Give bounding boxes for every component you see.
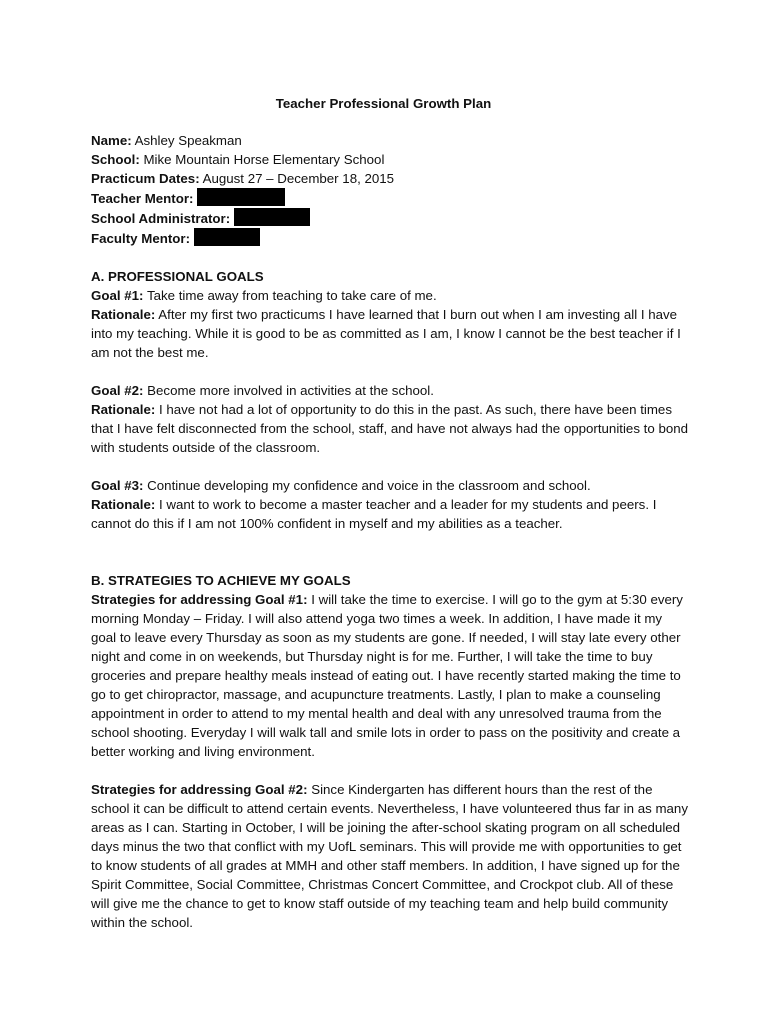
document-title: Teacher Professional Growth Plan [275,96,492,111]
faculty-mentor-field [91,228,690,248]
goal-text: Become more involved in activities at the school. [147,383,434,398]
rationale-paragraph [91,400,690,457]
spacer [91,533,690,571]
strategy-label: Strategies for addressing Goal #1: [91,592,308,607]
school-value: Mike Mountain Horse Elementary School [143,152,385,167]
spacer [91,457,690,476]
rationale-label: Rationale: [91,402,156,417]
strategy-text: Since Kindergarten has different hours than the rest of the school it can be difficult to attend certain events. Nevertheless, I have volunteered thus far in as many areas as I can. Starting in October, I will be joining the after-school skating program on all scheduled days minus the two that conflict with my UofL seminars. This will provide me with opportunities to get to know students of all grades at MMH and other staff members. In addition, I have signed up for the Spirit Committee, Social Committee, Christmas Concert Committee, and Crockpot club. All of these will give me the chance to get to know staff outside of my teaching team and help build community within the school. [91,782,688,930]
practicum-dates-label: Practicum Dates: [91,171,200,186]
strategy-paragraph-1 [91,590,690,761]
rationale-paragraph [91,305,690,362]
redaction-bar [234,208,310,226]
teacher-mentor-field [91,188,690,208]
goal-line [91,381,690,400]
professional-goals-heading: A. PROFESSIONAL GOALS [91,269,264,284]
name-field [91,131,690,150]
school-label: School: [91,152,140,167]
goal-block-2 [91,381,690,457]
rationale-text: I want to work to become a master teacher and a leader for my students and peers. I cannot do this if I am not 100% confident in myself and my abilities as a teacher. [91,497,657,531]
spacer [91,362,690,381]
faculty-mentor-label: Faculty Mentor: [91,231,190,246]
goal-block-3 [91,476,690,533]
rationale-text: I have not had a lot of opportunity to do this in the past. As such, there have been times that I have felt disconnected from the school, staff, and have not always had the opportunities to bond with students outside of the classroom. [91,402,689,455]
rationale-paragraph [91,495,690,533]
name-label: Name: [91,133,132,148]
practicum-dates-field [91,169,690,188]
spacer [91,761,690,780]
rationale-label: Rationale: [91,497,156,512]
goal-label: Goal #3: [91,478,144,493]
school-administrator-label: School Administrator: [91,211,231,226]
redaction-bar [194,228,260,246]
goal-label: Goal #2: [91,383,144,398]
strategy-text: I will take the time to exercise. I will go to the gym at 5:30 every morning Monday – Friday. I will also attend yoga two times a week. In addition, I have made it my goal to leave every Thursday as soon as my students are gone. If needed, I will stay late every other night and come in on weekends, but Thursday night is for me. Further, I will take the time to buy groceries and prepare healthy meals instead of eating out. I have recently started making the time to go to get chiropractor, massage, and acupuncture treatments. Lastly, I plan to make a counseling appointment in order to attend to my mental health and deal with any unresolved trauma from the school shooting. Everyday I will walk tall and smile lots in order to pass on the positivity and create a better working and living environment. [91,592,683,759]
goal-text: Take time away from teaching to take care of me. [146,288,437,303]
strategies-heading: B. STRATEGIES TO ACHIEVE MY GOALS [91,573,351,588]
goal-text: Continue developing my confidence and voice in the classroom and school. [147,478,591,493]
teacher-mentor-label: Teacher Mentor: [91,191,194,206]
goal-line [91,476,690,495]
strategy-label: Strategies for addressing Goal #2: [91,782,308,797]
goal-line [91,286,690,305]
goal-block-1 [91,286,690,362]
school-field [91,150,690,169]
strategy-paragraph-2 [91,780,690,932]
practicum-dates-value: August 27 – December 18, 2015 [202,171,395,186]
redaction-bar [197,188,285,206]
goal-label: Goal #1: [91,288,144,303]
name-value: Ashley Speakman [134,133,242,148]
school-administrator-field [91,208,690,228]
rationale-text: After my first two practicums I have learned that I burn out when I am investing all I have into my teaching. While it is good to be as committed as I am, I know I cannot be the best teacher if I am not the best me. [91,307,681,360]
rationale-label: Rationale: [91,307,156,322]
